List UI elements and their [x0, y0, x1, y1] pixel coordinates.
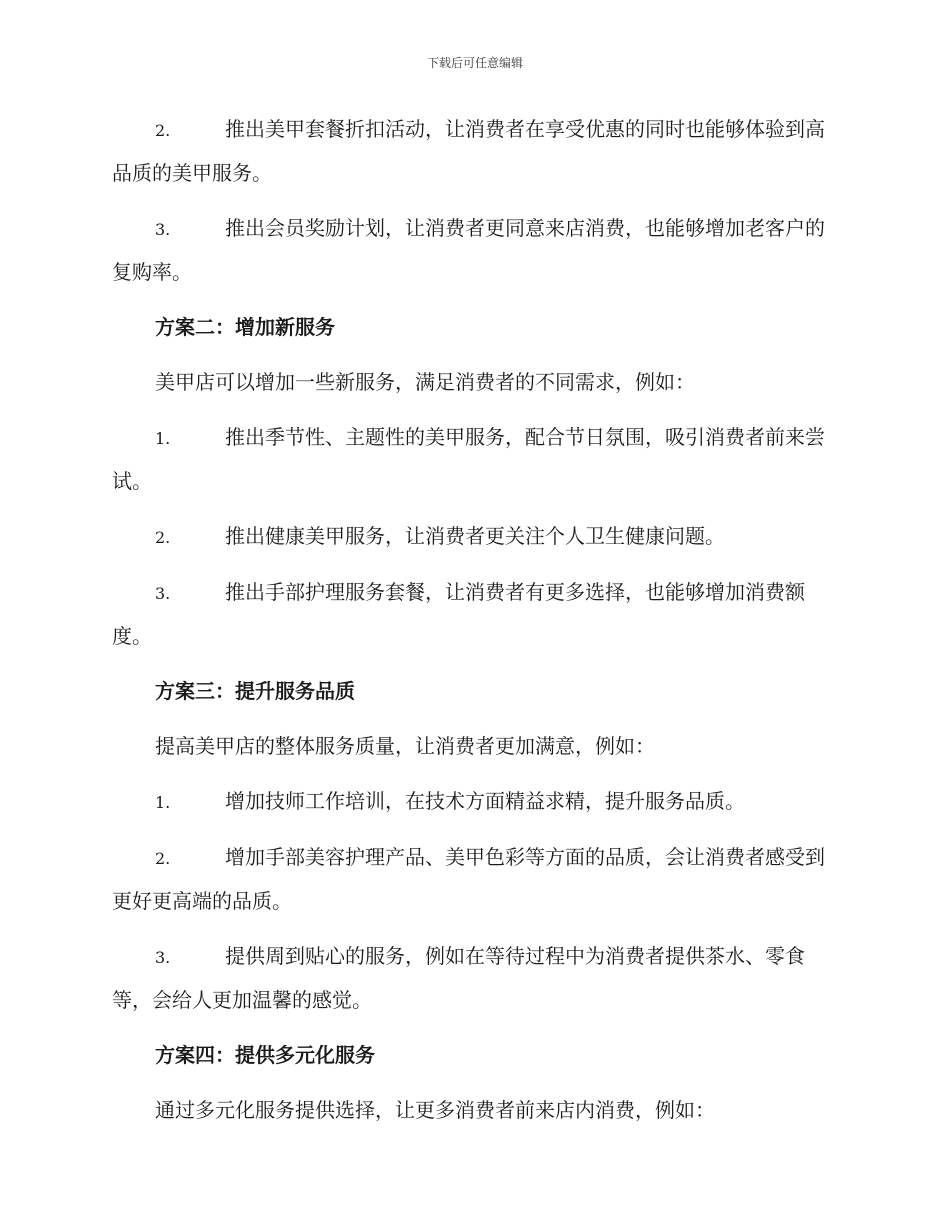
list-item — [112, 207, 837, 294]
paragraph: 美甲店可以增加一些新服务，满足消费者的不同需求，例如： — [155, 370, 695, 394]
item-text: 推出美甲套餐折扣活动，让消费者在享受优惠的同时也能够体验到高品质的美甲服务。 — [112, 117, 825, 185]
list-item — [112, 515, 837, 559]
page-header: 下载后可任意编辑 — [426, 56, 523, 70]
item-number: 2. — [155, 528, 171, 547]
document-body — [112, 108, 837, 1144]
item-text: 增加技师工作培训，在技术方面精益求精，提升服务品质。 — [225, 789, 745, 813]
item-text: 推出会员奖励计划，让消费者更同意来店消费，也能够增加老客户的复购率。 — [112, 216, 825, 284]
item-text: 提供周到贴心的服务，例如在等待过程中为消费者提供茶水、零食等，会给人更加温馨的感觉。 — [112, 944, 805, 1012]
item-number: 3. — [155, 584, 171, 603]
item-number: 2. — [155, 849, 171, 868]
item-text: 推出手部护理服务套餐，让消费者有更多选择，也能够增加消费额度。 — [112, 580, 805, 648]
section-heading: 方案四：提供多元化服务 — [155, 1043, 375, 1067]
list-item — [112, 416, 837, 503]
section-heading: 方案二：增加新服务 — [155, 315, 335, 339]
item-number: 2. — [155, 121, 171, 140]
item-text: 推出季节性、主题性的美甲服务，配合节日氛围，吸引消费者前来尝试。 — [112, 425, 825, 493]
list-item — [112, 571, 837, 658]
list-item — [112, 108, 837, 195]
list-item — [112, 780, 837, 824]
item-number: 3. — [155, 948, 171, 967]
list-item — [112, 836, 837, 923]
item-number: 3. — [155, 220, 171, 239]
list-item — [112, 935, 837, 1022]
paragraph: 提高美甲店的整体服务质量，让消费者更加满意，例如： — [155, 734, 655, 758]
item-number: 1. — [155, 793, 171, 812]
section-heading: 方案三：提升服务品质 — [155, 679, 355, 703]
item-text: 推出健康美甲服务，让消费者更关注个人卫生健康问题。 — [225, 524, 725, 548]
item-number: 1. — [155, 429, 171, 448]
paragraph: 通过多元化服务提供选择，让更多消费者前来店内消费，例如： — [155, 1098, 715, 1122]
item-text: 增加手部美容护理产品、美甲色彩等方面的品质，会让消费者感受到更好更高端的品质。 — [112, 845, 825, 913]
